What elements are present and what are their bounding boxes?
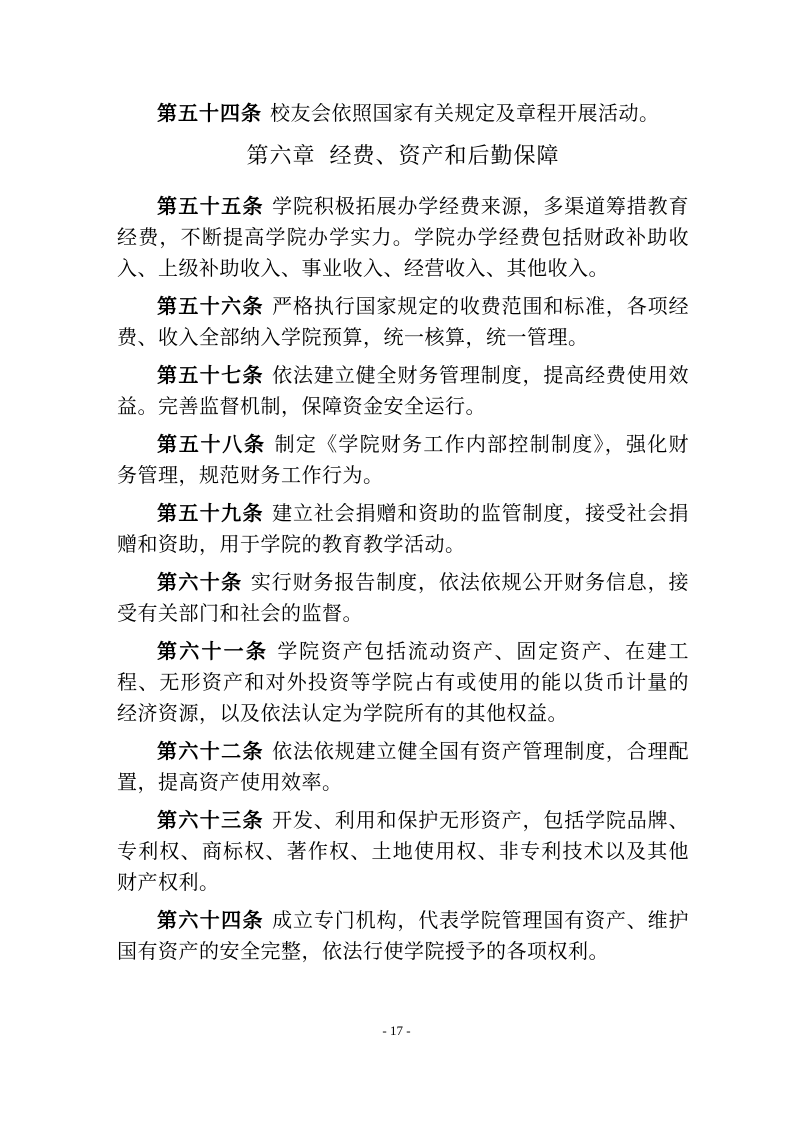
article-63 xyxy=(117,805,689,898)
article-label: 第五十六条 xyxy=(157,294,264,318)
article-text: 成立专门机构，代表学院管理国有资产、维护国有资产的安全完整，依法行使学院授予的各项权利。 xyxy=(117,908,690,963)
article-60 xyxy=(117,567,689,629)
article-text: 校友会依照国家有关规定及章程开展活动。 xyxy=(270,101,660,125)
article-label: 第五十九条 xyxy=(157,501,264,525)
article-text: 制定《学院财务工作内部控制制度》，强化财务管理，规范财务工作行为。 xyxy=(117,432,690,487)
article-62 xyxy=(117,736,689,798)
article-label: 第五十五条 xyxy=(157,194,264,218)
article-64 xyxy=(117,905,689,967)
article-label: 第五十七条 xyxy=(157,363,264,387)
article-56 xyxy=(117,291,689,353)
article-label: 第六十四条 xyxy=(157,908,264,932)
article-label: 第六十二条 xyxy=(157,739,264,763)
article-text: 依法建立健全财务管理制度，提高经费使用效益。完善监督机制，保障资金安全运行。 xyxy=(117,363,690,418)
article-text: 依法依规建立健全国有资产管理制度，合理配置，提高资产使用效率。 xyxy=(117,739,690,794)
chapter-title: 经费、资产和后勤保障 xyxy=(329,144,560,169)
article-55 xyxy=(117,191,689,284)
article-text: 学院积极拓展办学经费来源，多渠道筹措教育经费，不断提高学院办学实力。学院办学经费包括财政补助收入、上级补助收入、事业收入、经营收入、其他收入。 xyxy=(117,194,690,280)
article-label: 第六十一条 xyxy=(157,639,269,663)
article-label: 第六十三条 xyxy=(157,808,264,832)
article-59 xyxy=(117,498,689,560)
chapter-heading xyxy=(117,141,689,173)
article-text: 学院资产包括流动资产、固定资产、在建工程、无形资产和对外投资等学院占有或使用的能以货币计量的经济资源，以及依法认定为学院所有的其他权益。 xyxy=(117,639,690,725)
article-label: 第五十四条 xyxy=(157,101,262,125)
page-number: - 17 - xyxy=(382,1023,411,1038)
article-text: 建立社会捐赠和资助的监管制度，接受社会捐赠和资助，用于学院的教育教学活动。 xyxy=(117,501,690,556)
article-61 xyxy=(117,636,689,729)
article-54 xyxy=(117,98,689,129)
article-text: 实行财务报告制度，依法依规公开财务信息，接受有关部门和社会的监督。 xyxy=(117,570,690,625)
article-text: 开发、利用和保护无形资产，包括学院品牌、专利权、商标权、著作权、土地使用权、非专利技术以及其他财产权利。 xyxy=(117,808,690,894)
article-label: 第六十条 xyxy=(157,570,243,594)
article-text: 严格执行国家规定的收费范围和标准，各项经费、收入全部纳入学院预算，统一核算，统一管理。 xyxy=(117,294,690,349)
page-body xyxy=(117,98,689,974)
article-label: 第五十八条 xyxy=(157,432,266,456)
chapter-label: 第六章 xyxy=(246,144,316,169)
article-58 xyxy=(117,429,689,491)
article-57 xyxy=(117,360,689,422)
